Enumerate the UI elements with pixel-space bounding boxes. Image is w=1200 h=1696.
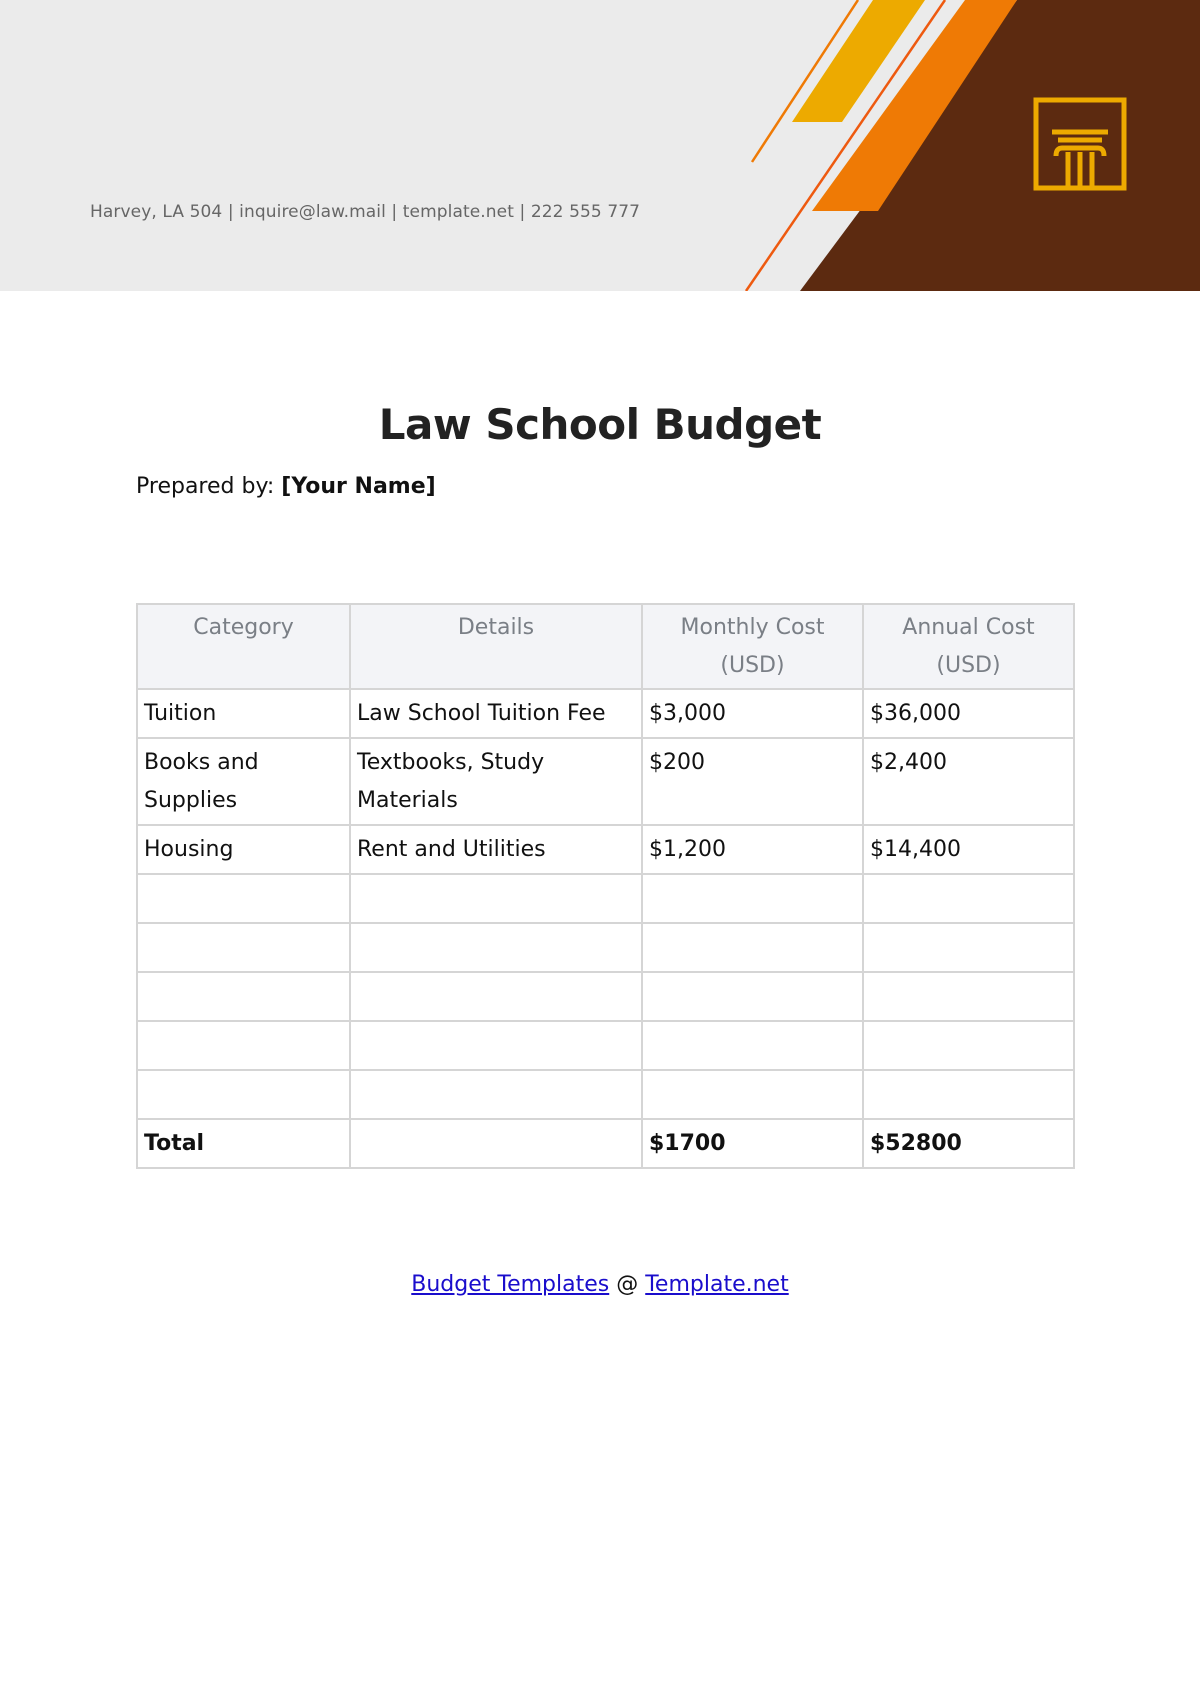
cell-details: Law School Tuition Fee [350,689,642,738]
cell-monthly [642,1070,863,1119]
cell-details [350,874,642,923]
header-category: Category [137,604,350,689]
cell-annual [863,1070,1074,1119]
cell-category: Books and Supplies [137,738,350,825]
cell-category [137,874,350,923]
cell-category [137,923,350,972]
total-row [137,1119,1074,1168]
cell-category [137,1070,350,1119]
cell-annual [863,923,1074,972]
cell-details [350,972,642,1021]
total-annual: $52800 [863,1119,1074,1168]
header-decoration [0,0,1200,291]
page-title: Law School Budget [378,400,822,449]
header-details: Details [350,604,642,689]
template-net-link[interactable]: Template.net [645,1272,789,1297]
cell-details [350,1070,642,1119]
cell-annual: $36,000 [863,689,1074,738]
budget-table [136,603,1075,1169]
table-row [137,825,1074,874]
page-header [0,0,1200,291]
cell-category: Housing [137,825,350,874]
prepared-by [136,474,436,499]
table-row [137,874,1074,923]
cell-details [350,1021,642,1070]
table-row [137,689,1074,738]
cell-annual [863,1021,1074,1070]
footer-separator: @ [609,1272,646,1297]
table-header-row [137,604,1074,689]
cell-monthly [642,972,863,1021]
table-row [137,1021,1074,1070]
budget-templates-link[interactable]: Budget Templates [411,1272,610,1297]
cell-category [137,1021,350,1070]
cell-annual: $14,400 [863,825,1074,874]
table-row [137,738,1074,825]
cell-monthly [642,874,863,923]
cell-annual [863,874,1074,923]
header-monthly-cost: Monthly Cost (USD) [642,604,863,689]
cell-monthly: $1,200 [642,825,863,874]
cell-category [137,972,350,1021]
cell-annual: $2,400 [863,738,1074,825]
total-label: Total [137,1119,350,1168]
table-row [137,923,1074,972]
cell-details: Rent and Utilities [350,825,642,874]
total-monthly: $1700 [642,1119,863,1168]
courthouse-pillar-icon [1032,96,1128,192]
cell-details [350,923,642,972]
prepared-label: Prepared by: [136,474,275,499]
cell-details: Textbooks, Study Materials [350,738,642,825]
cell-annual [863,972,1074,1021]
cell-monthly [642,923,863,972]
header-annual-cost: Annual Cost (USD) [863,604,1074,689]
cell-category: Tuition [137,689,350,738]
prepared-name: [Your Name] [281,474,436,499]
cell-monthly: $200 [642,738,863,825]
cell-monthly [642,1021,863,1070]
footer [0,1272,1200,1297]
contact-info: Harvey, LA 504 | inquire@law.mail | template.net | 222 555 777 [90,202,641,222]
total-details [350,1119,642,1168]
table-row [137,1070,1074,1119]
cell-monthly: $3,000 [642,689,863,738]
table-row [137,972,1074,1021]
